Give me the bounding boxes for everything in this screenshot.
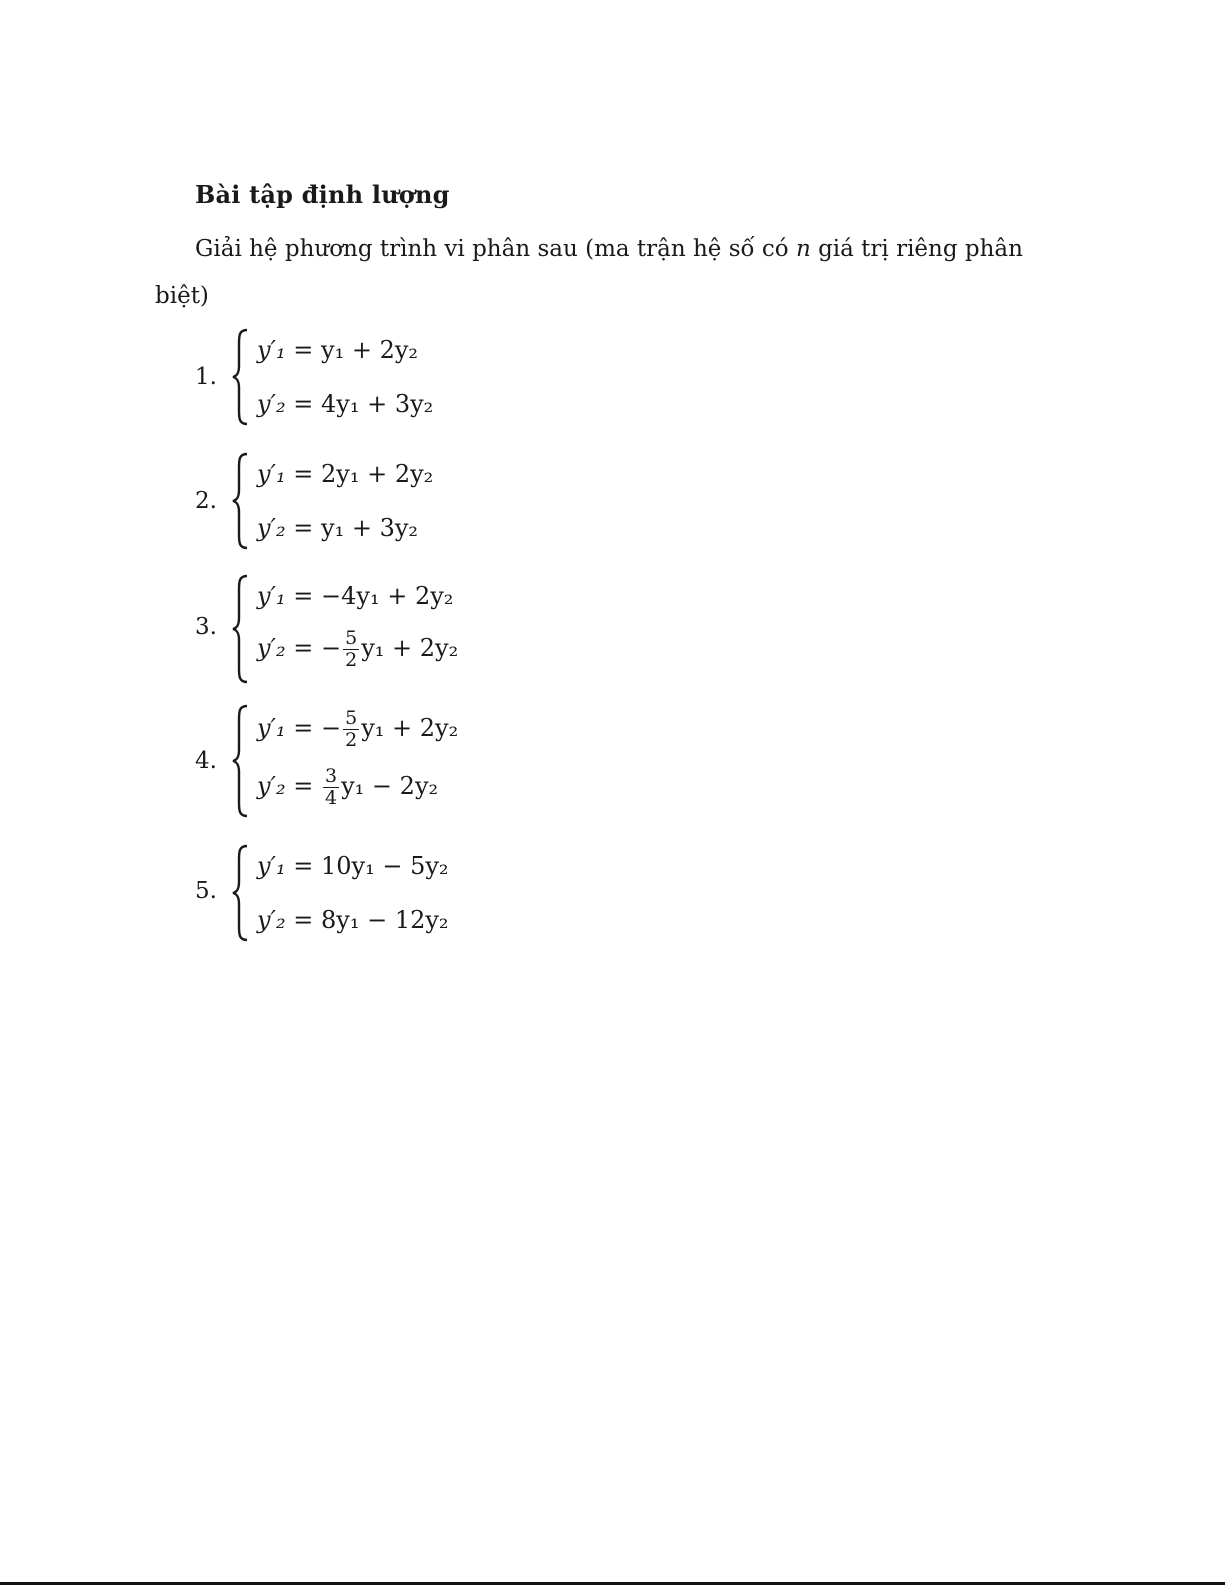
system-number: 2.	[195, 488, 217, 514]
lhs-y1-prime: y′₁	[257, 714, 286, 742]
system-number: 5.	[195, 878, 217, 904]
rhs: = 2y₁ + 2y₂	[293, 460, 434, 488]
lhs-y2-prime: y′₂	[257, 906, 286, 934]
rhs-suffix: y₁ + 2y₂	[361, 714, 459, 742]
equation-1	[257, 852, 449, 880]
lhs-y2-prime: y′₂	[257, 514, 286, 542]
rhs-prefix: = −	[293, 634, 342, 662]
fraction-numerator: 5	[345, 707, 358, 729]
lhs-y1-prime: y′₁	[257, 460, 286, 488]
fraction	[343, 708, 359, 751]
lhs-y2-prime: y′₂	[257, 390, 286, 418]
equation-2	[257, 390, 433, 418]
intro-variable-n: n	[795, 236, 811, 262]
rhs: = −4y₁ + 2y₂	[293, 582, 454, 610]
equation-2	[257, 766, 438, 809]
fraction	[343, 628, 359, 671]
intro-text-before: Giải hệ phương trình vi phân sau (ma trận hệ số có	[195, 236, 796, 262]
equation-1	[257, 708, 458, 751]
equation-system-3	[195, 574, 615, 684]
equation-system-2	[195, 452, 615, 562]
equation-2	[257, 906, 449, 934]
equation-1	[257, 336, 418, 364]
rhs: = 4y₁ + 3y₂	[293, 390, 434, 418]
left-brace-icon	[231, 844, 249, 942]
left-brace-icon	[231, 574, 249, 684]
rhs-prefix: =	[293, 772, 322, 800]
section-heading: Bài tập định lượng	[195, 180, 450, 209]
fraction-numerator: 3	[325, 765, 338, 787]
rhs: = y₁ + 3y₂	[293, 514, 419, 542]
equation-1	[257, 582, 453, 610]
fraction-denominator: 2	[345, 729, 358, 751]
rhs: = 10y₁ − 5y₂	[293, 852, 449, 880]
lhs-y1-prime: y′₁	[257, 582, 286, 610]
lhs-y1-prime: y′₁	[257, 336, 286, 364]
equation-system-5	[195, 844, 615, 954]
rhs: = 8y₁ − 12y₂	[293, 906, 449, 934]
lhs-y2-prime: y′₂	[257, 772, 286, 800]
rhs: = y₁ + 2y₂	[293, 336, 419, 364]
system-number: 4.	[195, 748, 217, 774]
intro-text-after: giá trị riêng phân biệt)	[155, 236, 1023, 309]
equation-system-1	[195, 328, 615, 438]
lhs-y1-prime: y′₁	[257, 852, 286, 880]
left-brace-icon	[231, 704, 249, 818]
rhs-suffix: y₁ − 2y₂	[341, 772, 439, 800]
equation-1	[257, 460, 433, 488]
rhs-suffix: y₁ + 2y₂	[361, 634, 459, 662]
fraction	[323, 766, 339, 809]
fraction-denominator: 4	[325, 787, 338, 809]
equation-system-4	[195, 704, 615, 814]
fraction-numerator: 5	[345, 627, 358, 649]
equation-2	[257, 514, 418, 542]
fraction-denominator: 2	[345, 649, 358, 671]
system-number: 1.	[195, 364, 217, 390]
lhs-y2-prime: y′₂	[257, 634, 286, 662]
left-brace-icon	[231, 452, 249, 550]
equation-2	[257, 628, 458, 671]
system-number: 3.	[195, 614, 217, 640]
rhs-prefix: = −	[293, 714, 342, 742]
intro-paragraph	[155, 226, 1025, 320]
left-brace-icon	[231, 328, 249, 426]
